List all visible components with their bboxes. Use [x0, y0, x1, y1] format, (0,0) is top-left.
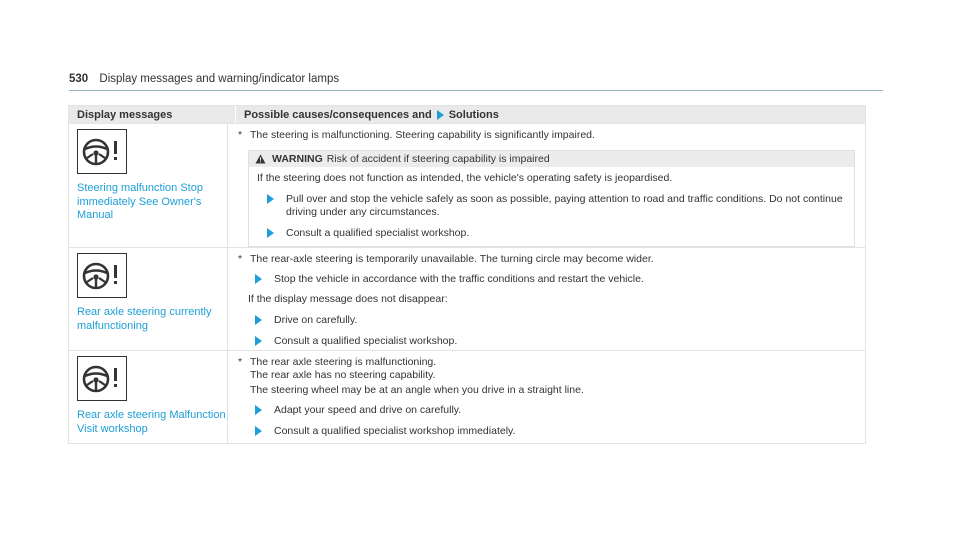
warning-body	[249, 167, 854, 246]
page-header	[69, 73, 339, 85]
header-solutions: Solutions	[448, 109, 499, 121]
solution-step	[255, 335, 855, 348]
arrow-right-icon	[437, 110, 444, 120]
steering-wheel-warning-icon	[77, 129, 127, 174]
arrow-right-icon	[255, 274, 262, 284]
cause-line: The rear-axle steering is temporarily unavailable. The turning circle may become wider.	[250, 253, 654, 265]
display-message-cell	[69, 124, 227, 247]
solution-step	[267, 193, 846, 219]
steering-wheel-warning-icon	[77, 253, 127, 298]
step-text: Stop the vehicle in accordance with the traffic conditions and restart the vehicle.	[274, 273, 644, 285]
warning-box	[248, 150, 855, 247]
step-text: Adapt your speed and drive on carefully.	[274, 404, 462, 416]
solution-step	[255, 314, 855, 327]
arrow-right-icon	[255, 405, 262, 415]
header-causes: Possible causes/consequences and	[244, 109, 432, 121]
warning-header	[249, 151, 854, 167]
display-message-cell	[69, 248, 227, 350]
step-text: Consult a qualified specialist workshop.	[286, 227, 470, 239]
causes-solutions-cell	[227, 351, 865, 443]
table-row	[69, 247, 865, 350]
messages-table	[68, 105, 866, 444]
page-number: 530	[69, 73, 89, 85]
cause-line: The rear axle has no steering capability.	[250, 369, 436, 381]
solution-step	[255, 425, 855, 438]
display-message-cell	[69, 351, 227, 443]
cause-line: The steering wheel may be at an angle when you drive in a straight line.	[250, 384, 584, 396]
display-message-text: Rear axle steering currently malfunctioning	[77, 306, 212, 332]
step-text: Consult a qualified specialist workshop immediately.	[274, 425, 516, 437]
warning-label: WARNING	[272, 153, 323, 165]
solution-step	[267, 227, 846, 240]
arrow-right-icon	[255, 315, 262, 325]
page-title: Display messages and warning/indicator lamps	[99, 73, 340, 85]
step-text: Consult a qualified specialist workshop.	[274, 335, 458, 347]
display-message-text: Rear axle steering Malfunction Visit workshop	[77, 409, 226, 435]
header-rule	[69, 90, 883, 91]
warning-triangle-icon	[255, 154, 266, 164]
header-display-messages: Display messages	[77, 109, 173, 121]
header-causes-solutions	[235, 106, 865, 123]
causes-solutions-cell	[227, 124, 865, 247]
causes-solutions-cell	[227, 248, 865, 350]
steering-wheel-warning-icon	[77, 356, 127, 401]
step-text: Drive on carefully.	[274, 314, 358, 326]
step-text: Pull over and stop the vehicle safely as soon as possible, paying attention to road and traffic conditions. Do not continue driving under any circumstances.	[286, 193, 843, 218]
arrow-right-icon	[267, 228, 274, 238]
cause-text: * The rear axle steering is malfunctioning.	[238, 356, 437, 368]
cause-text: * The steering is malfunctioning. Steering capability is significantly impaired.	[238, 129, 595, 141]
display-message-text: Steering malfunction Stop immediately See Owner's Manual	[77, 182, 203, 221]
cause-line: The rear axle steering is malfunctioning.	[250, 356, 437, 368]
solution-step	[255, 404, 855, 417]
note-text: If the display message does not disappear:	[248, 293, 448, 305]
arrow-right-icon	[255, 426, 262, 436]
cause-text: * The rear-axle steering is temporarily unavailable. The turning circle may become wider.	[238, 253, 654, 265]
warning-title: Risk of accident if steering capability is impaired	[326, 153, 550, 165]
table-header	[69, 106, 865, 123]
arrow-right-icon	[267, 194, 274, 204]
table-row	[69, 350, 865, 443]
solution-step	[255, 273, 855, 286]
warning-text: If the steering does not function as intended, the vehicle's operating safety is jeopardised.	[257, 172, 673, 184]
arrow-right-icon	[255, 336, 262, 346]
table-row	[69, 123, 865, 247]
cause-line: The steering is malfunctioning. Steering capability is significantly impaired.	[250, 129, 595, 141]
